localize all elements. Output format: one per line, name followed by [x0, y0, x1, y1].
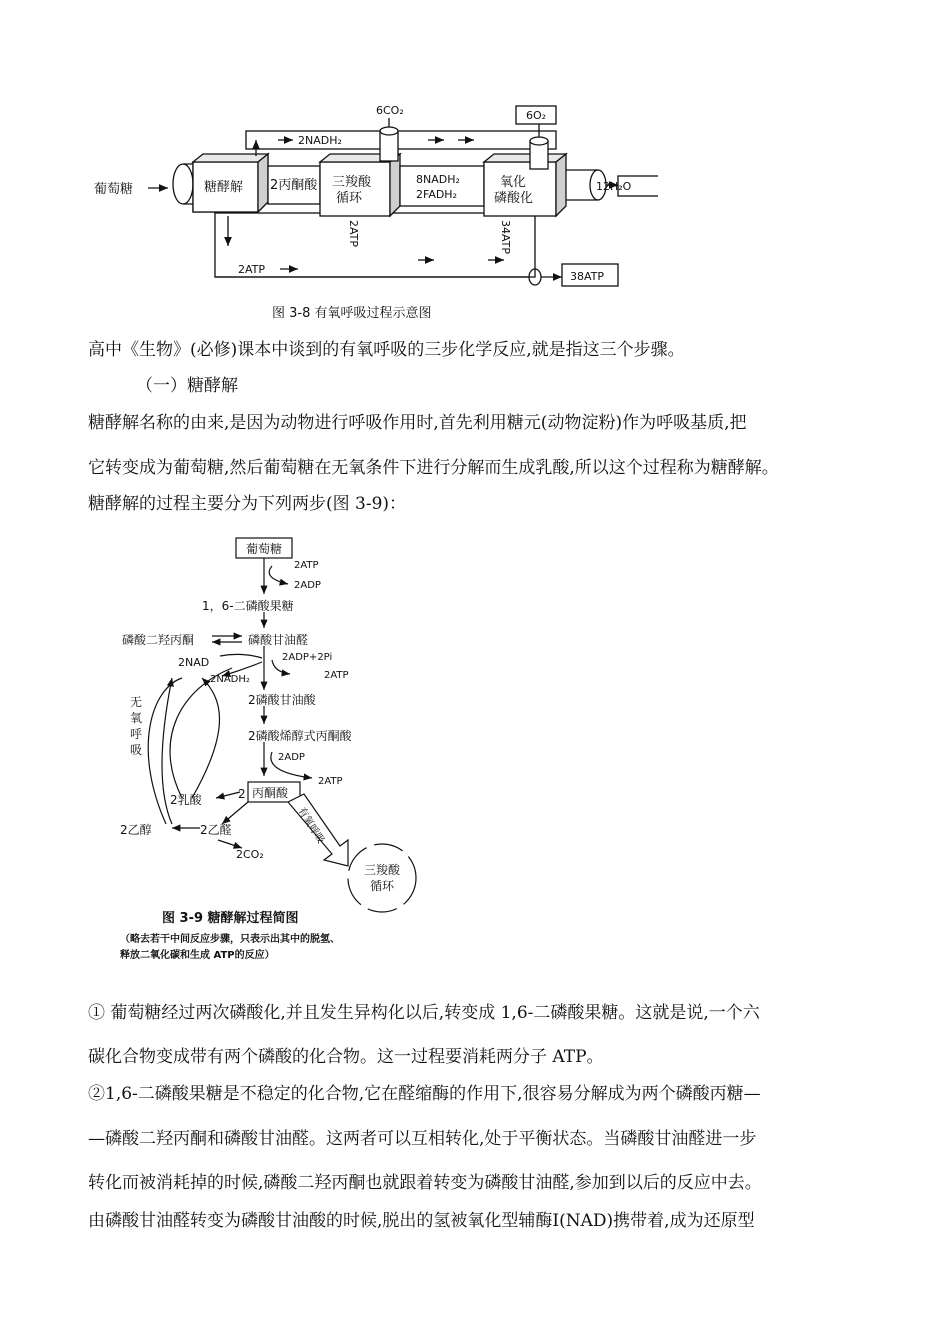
- fig2-anaerobic-2: 氧: [130, 711, 143, 725]
- atp-bottom-label: 2ATP: [238, 263, 266, 276]
- fig2-fbp: 1，6-二磷酸果糖: [202, 599, 294, 613]
- fig2-anaerobic-1: 无: [130, 695, 143, 709]
- fig2-glucose: 葡萄糖: [246, 542, 283, 556]
- fig2-adp-pi: 2ADP+2Pi: [282, 652, 333, 663]
- tca-label-2: 循环: [336, 191, 363, 206]
- tca-label-1: 三羧酸: [332, 175, 372, 190]
- fig2-two: 2: [238, 787, 246, 801]
- step1-line1: ① 葡萄糖经过两次磷酸化,并且发生异构化以后,转变成 1,6-二磷酸果糖。这就是说,一个六: [88, 1003, 760, 1023]
- fig2-dhap: 磷酸二羟丙酮: [122, 633, 195, 647]
- water-label: 12H₂O: [596, 180, 632, 193]
- fig2-co2: 2CO₂: [236, 848, 264, 861]
- step2-line2: —磷酸二羟丙酮和磷酸甘油醛。这两者可以互相转化,处于平衡状态。当磷酸甘油醛进一步: [88, 1129, 757, 1149]
- fig2-tca-1: 三羧酸: [364, 863, 401, 877]
- step2-line1: ②1,6-二磷酸果糖是不稳定的化合物,它在醛缩酶的作用下,很容易分解成为两个磷酸丙糖—: [88, 1084, 761, 1104]
- nadh-label: 8NADH₂: [416, 173, 460, 186]
- fig2-note-2: 释放二氧化碳和生成 ATP的反应）: [120, 950, 275, 961]
- o2-label: 6O₂: [526, 109, 547, 122]
- paragraph-steps: 糖酵解的过程主要分为下列两步(图 3-9)：: [88, 494, 407, 514]
- paragraph-glycolysis-l1: 糖酵解名称的由来,是因为动物进行呼吸作用时,首先利用糖元(动物淀粉)作为呼吸基质,把: [88, 413, 747, 433]
- step2-line3: 转化而被消耗掉的时候,磷酸二羟丙酮也就跟着转变为磷酸甘油醛,参加到以后的反应中去。: [88, 1173, 762, 1193]
- fig2-nadh: 2NADH₂: [210, 674, 250, 685]
- fig2-ethanol: 2乙醇: [120, 823, 152, 837]
- atp-total-label: 38ATP: [570, 270, 605, 283]
- fig2-tca-2: 循环: [370, 879, 395, 893]
- fig2-lactate: 2乳酸: [170, 793, 202, 807]
- oxphos-label-2: 磷酸化: [494, 191, 534, 206]
- atp-tca-label: 2ATP: [347, 220, 360, 248]
- atp-ox-label: 34ATP: [499, 220, 512, 255]
- fig2-note-1: （略去若干中间反应步骤，只表示出其中的脱氢、: [120, 934, 340, 945]
- fig2-aerobic: 有氧呼吸: [295, 805, 326, 846]
- fig2-atp3: 2ATP: [318, 776, 343, 787]
- fig2-pyruvate: 丙酮酸: [252, 786, 289, 800]
- figure1-caption: 图 3-8 有氧呼吸过程示意图: [272, 306, 432, 321]
- fig2-adp2: 2ADP: [278, 752, 305, 763]
- glycolysis-label: 糖酵解: [204, 180, 244, 195]
- oxphos-label-1: 氧化: [500, 175, 527, 190]
- fig2-pep: 2磷酸烯醇式丙酮酸: [248, 729, 352, 743]
- fig2-nad: 2NAD: [178, 656, 210, 669]
- pyruvate-label: 2丙酮酸: [270, 178, 318, 193]
- fig2-atp2: 2ATP: [324, 670, 349, 681]
- fig2-anaerobic-4: 吸: [130, 743, 143, 757]
- fig2-g3p: 磷酸甘油醛: [248, 633, 309, 647]
- section-heading: （一）糖酵解: [136, 376, 238, 396]
- fig2-adp1: 2ADP: [294, 580, 321, 591]
- figure-aerobic-respiration: [88, 96, 658, 326]
- fig2-acetaldehyde: 2乙醛: [200, 823, 232, 837]
- nadh-top-label: 2NADH₂: [298, 134, 342, 147]
- paragraph-glycolysis-l2: 它转变成为葡萄糖,然后葡萄糖在无氧条件下进行分解而生成乳酸,所以这个过程称为糖酵解。: [88, 458, 779, 478]
- figure-glycolysis: [112, 528, 432, 978]
- co2-label: 6CO₂: [376, 104, 404, 117]
- step1-line2: 碳化合物变成带有两个磷酸的化合物。这一过程要消耗两分子 ATP。: [88, 1047, 604, 1067]
- fig2-caption: 图 3-9 糖酵解过程简图: [162, 911, 299, 926]
- paragraph-intro: 高中《生物》(必修)课本中谈到的有氧呼吸的三步化学反应,就是指这三个步骤。: [88, 340, 685, 360]
- fig2-bpg: 2磷酸甘油酸: [248, 693, 316, 707]
- fig2-anaerobic-3: 呼: [130, 727, 143, 741]
- fig2-atp1: 2ATP: [294, 560, 319, 571]
- step2-line4: 由磷酸甘油醛转变为磷酸甘油酸的时候,脱出的氢被氧化型辅酶Ⅰ(NAD)携带着,成为还原型: [88, 1211, 755, 1231]
- glucose-label: 葡萄糖: [94, 182, 134, 197]
- fadh-label: 2FADH₂: [416, 188, 457, 201]
